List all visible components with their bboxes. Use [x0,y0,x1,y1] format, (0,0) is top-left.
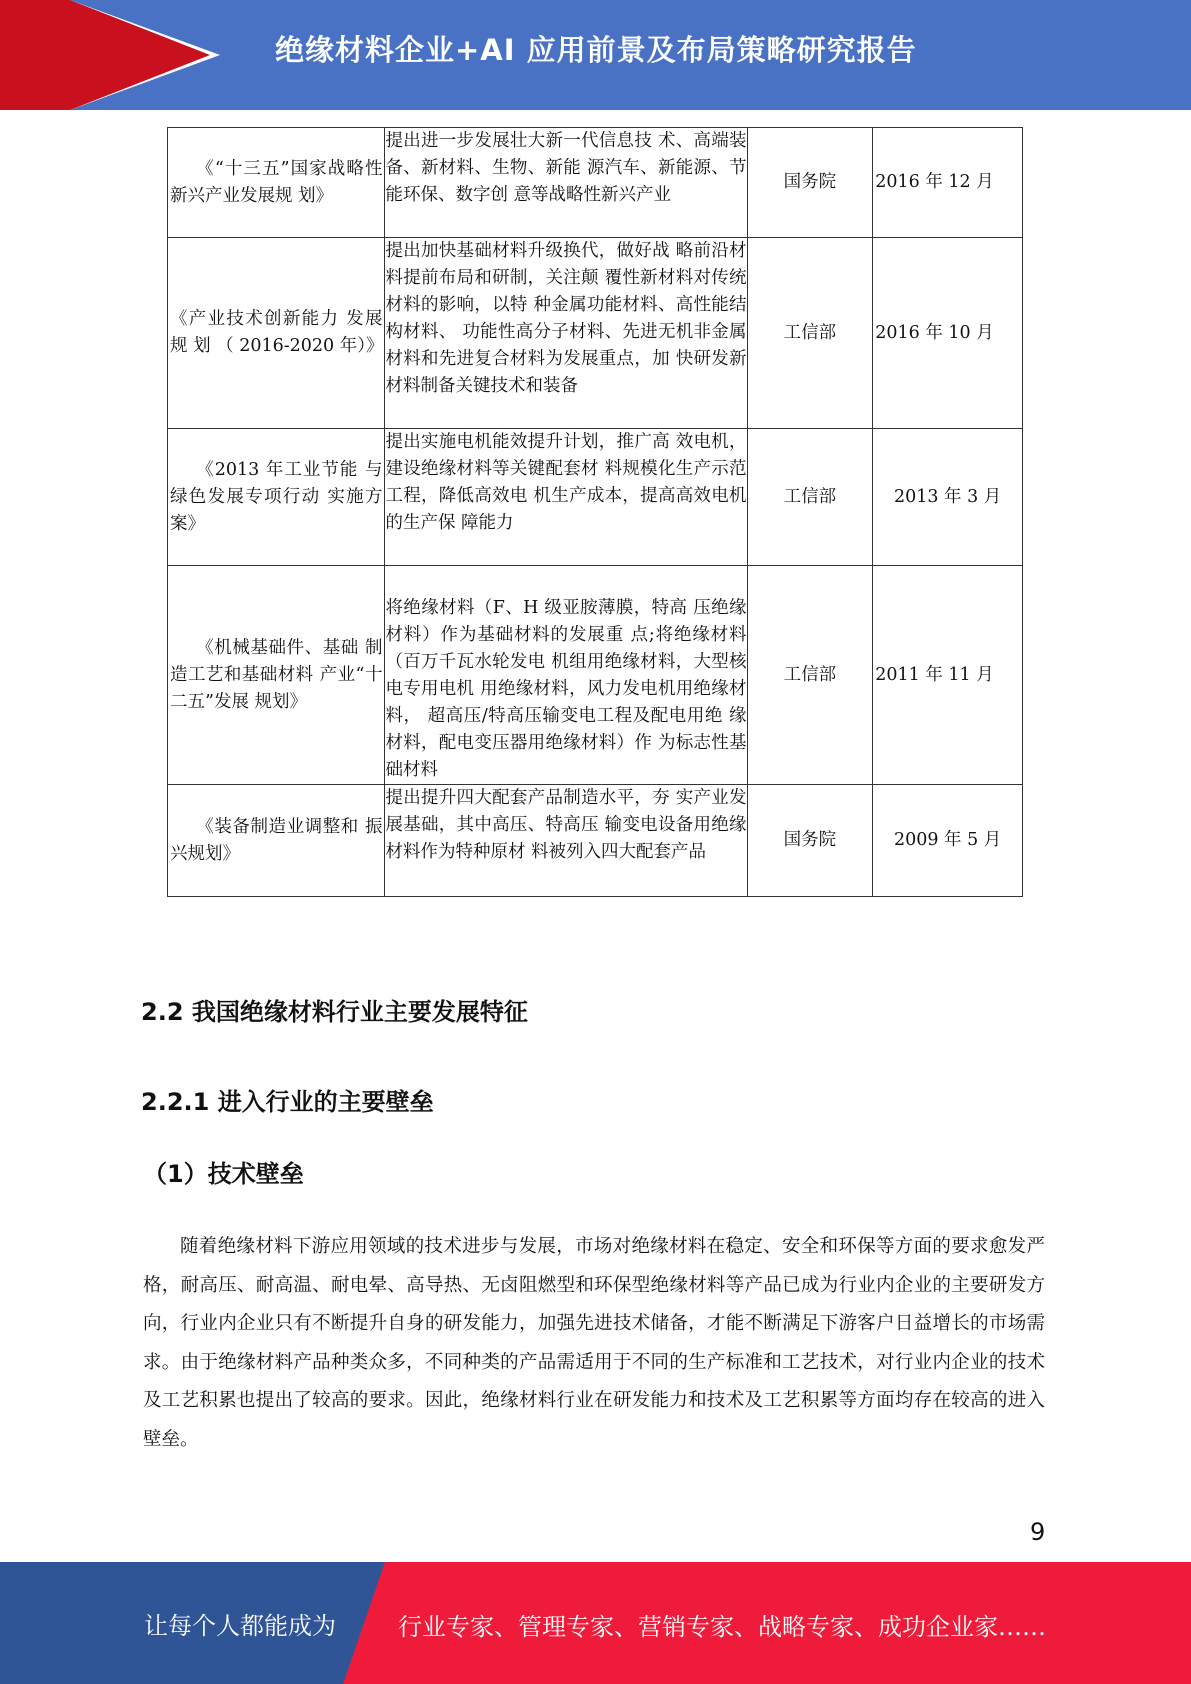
issuing-department: 国务院 [747,785,873,897]
policy-name: 《装备制造业调整和 振兴规划》 [168,785,385,897]
issue-date: 2016 年 10 月 [873,238,1023,429]
policy-name: 《2013 年工业节能 与绿色发展专项行动 实施方案》 [168,429,385,566]
issuing-department: 工信部 [747,566,873,785]
table-row [168,566,1023,785]
policy-content: 提出实施电机能效提升计划，推广高 效电机，建设绝缘材料等关键配套材 料规模化生产示范工程，降低高效电 机生产成本，提高高效电机的生产保 障能力 [385,429,747,566]
issuing-department: 国务院 [747,128,873,238]
header-bar [0,0,1191,110]
policy-content [385,566,747,785]
report-title: 绝缘材料企业+AI 应用前景及布局策略研究报告 [275,33,917,67]
policy-content: 提出加快基础材料升级换代，做好战 略前沿材料提前布局和研制，关注颠 覆性新材料对传统材料的影响，以特 种金属功能材料、高性能结构材料、 功能性高分子材料、先进无机非金属 材料和先进复合材料为发展重点，加 快研发新材料制备关键技术和装备 [385,238,747,429]
header-accent-block [0,0,70,110]
issue-date: 2013 年 3 月 [873,429,1023,566]
subsection-heading: 2.2.1 进入行业的主要壁垒 [141,1088,434,1116]
footer-slogan-left: 让每个人都能成为 [144,1612,336,1640]
policy-content-text: 将绝缘材料（F、H 级亚胺薄膜，特高 压绝缘材料）作为基础材料的发展重 点;将绝缘材料（百万千瓦水轮发电 机组用绝缘材料，大型核电专用电机 用绝缘材料，风力发电机用绝缘材料， 超高压/特高压输变电工程及配电用绝 缘材料，配电变压器用绝缘材料）作 为标志性基础材料 [385,598,747,780]
policy-content: 提出提升四大配套产品制造水平，夯 实产业发展基础，其中高压、特高压 输变电设备用绝缘材料作为特种原材 料被列入四大配套产品 [385,785,747,897]
footer-bar [0,1562,1191,1684]
footer-slogan-right: 行业专家、管理专家、营销专家、战略专家、成功企业家…… [398,1613,1046,1641]
issue-date: 2011 年 11 月 [873,566,1023,785]
issue-date: 2016 年 12 月 [873,128,1023,238]
policy-name: 《产业技术创新能力 发展 规 划 （ 2016-2020 年）》 [168,238,385,429]
issue-date: 2009 年 5 月 [873,785,1023,897]
policy-content: 提出进一步发展壮大新一代信息技 术、高端装备、新材料、生物、新能 源汽车、新能源、节能环保、数字创 意等战略性新兴产业 [385,128,747,238]
policy-name: 《机械基础件、基础 制造工艺和基础材料 产业“十二五”发展 规划》 [168,566,385,785]
page-number: 9 [1030,1518,1046,1546]
policy-name: 《“十三五”国家战略性新兴产业发展规 划》 [168,128,385,238]
subsubsection-heading: （1）技术壁垒 [143,1160,304,1188]
body-paragraph: 随着绝缘材料下游应用领域的技术进步与发展，市场对绝缘材料在稳定、安全和环保等方面的要求愈发严格，耐高压、耐高温、耐电晕、高导热、无卤阻燃型和环保型绝缘材料等产品已成为行业内企业的主要研发方向，行业内企业只有不断提升自身的研发能力，加强先进技术储备，才能不断满足下游客户日益增长的市场需求。由于绝缘材料产品种类众多，不同种类的产品需适用于不同的生产标准和工艺技术，对行业内企业的技术及工艺积累也提出了较高的要求。因此，绝缘材料行业在研发能力和技术及工艺积累等方面均存在较高的进入壁垒。 [143,1236,1045,1450]
table-row [168,785,1023,897]
footer-slant [343,1562,385,1684]
table-row [168,238,1023,429]
header-arrow [70,0,210,110]
issuing-department: 工信部 [747,429,873,566]
table-row [168,429,1023,566]
section-heading: 2.2 我国绝缘材料行业主要发展特征 [141,998,528,1026]
policy-table [167,127,1023,897]
issuing-department: 工信部 [747,238,873,429]
table-row [168,128,1023,238]
